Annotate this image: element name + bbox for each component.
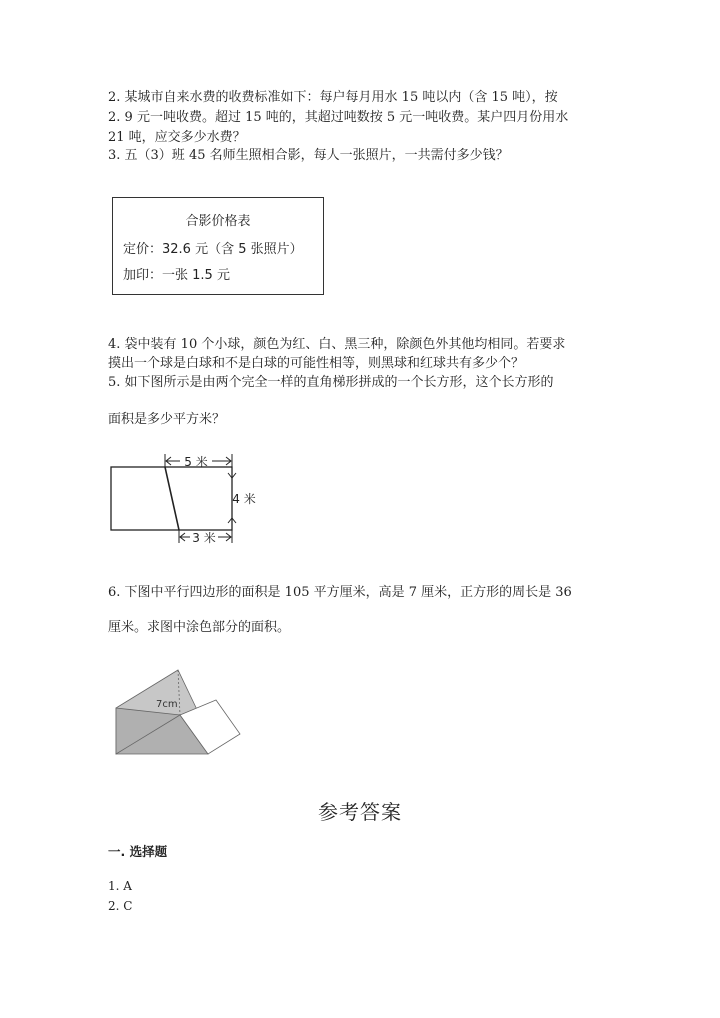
price-table-row-extra: 加印：一张 1.5 元	[123, 268, 230, 283]
rectangle-trapezoid-figure	[100, 448, 270, 548]
bottom-dimension-label: 3 米	[192, 531, 216, 545]
price-table	[112, 197, 324, 295]
height-label: 7cm	[156, 699, 178, 710]
question-4-line-1: 4. 袋中装有 10 个小球，颜色为红、白、黑三种，除颜色外其他均相同。若要求	[108, 337, 566, 352]
price-table-row-price: 定价：32.6 元（含 5 张照片）	[123, 242, 303, 257]
question-6-line-2: 厘米。求图中涂色部分的面积。	[108, 620, 291, 635]
question-3: 3. 五（3）班 45 名师生照相合影，每人一张照片，一共需付多少钱？	[108, 148, 509, 163]
side-dimension-label: 4 米	[232, 492, 256, 506]
question-2-line-1: 2. 某城市自来水费的收费标准如下：每户每月用水 15 吨以内（含 15 吨），按	[108, 90, 558, 105]
question-2-line-2: 2. 9 元一吨收费。超过 15 吨的，其超过吨数按 5 元一吨收费。某户四月份用水	[108, 110, 569, 125]
parallelogram-square-figure	[108, 660, 248, 760]
question-4-line-2: 摸出一个球是白球和不是白球的可能性相等，则黑球和红球共有多少个？	[108, 356, 525, 371]
question-5-line-1: 5. 如下图所示是由两个完全一样的直角梯形拼成的一个长方形，这个长方形的	[108, 375, 554, 390]
trapezoid-divider	[165, 467, 179, 530]
price-table-title: 合影价格表	[185, 214, 251, 229]
answer-1: 1. A	[108, 879, 132, 893]
question-2-line-3: 21 吨，应交多少水费？	[108, 130, 246, 145]
question-6-line-1: 6. 下图中平行四边形的面积是 105 平方厘米，高是 7 厘米，正方形的周长是 36	[108, 585, 572, 600]
answer-2: 2. C	[108, 899, 133, 913]
section-title-choice: 一. 选择题	[108, 844, 168, 859]
answer-heading: 参考答案	[318, 800, 402, 824]
question-5-line-2: 面积是多少平方米？	[108, 412, 226, 427]
top-dimension-label: 5 米	[184, 455, 208, 469]
